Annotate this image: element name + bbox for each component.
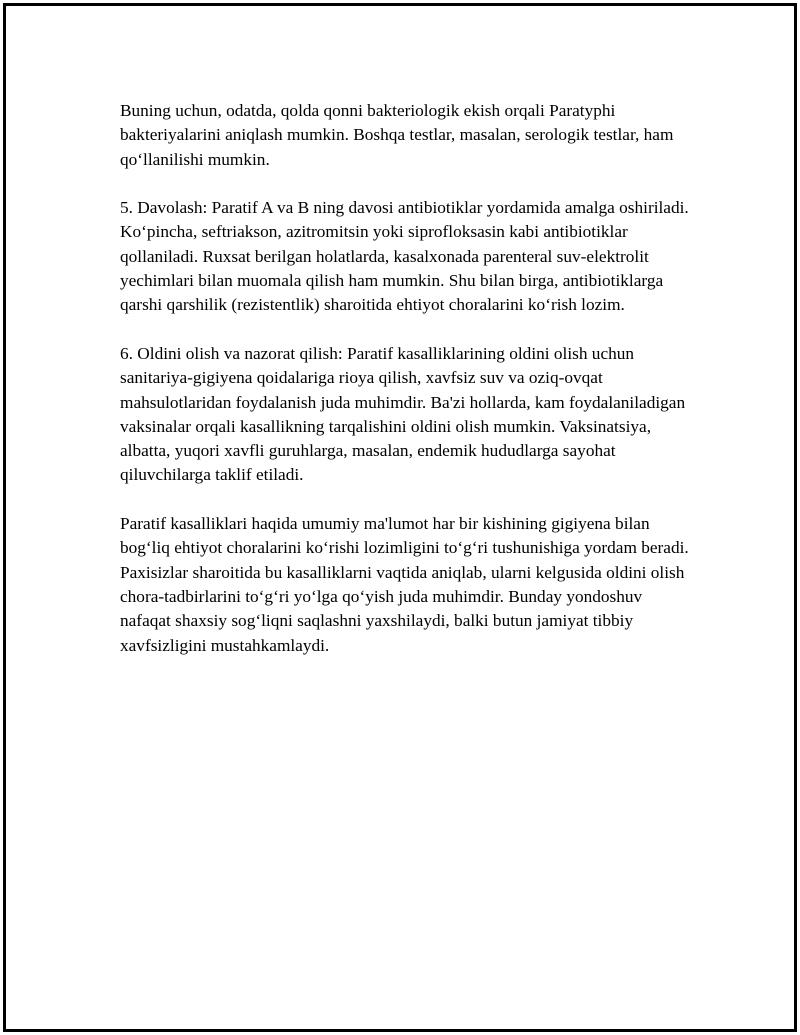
document-body — [120, 99, 690, 658]
paragraph-conclusion: Paratif kasalliklari haqida umumiy ma'lumot har bir kishining gigiyena bilan bog‘liq ehtiyot choralarini ko‘rishi lozimligini to‘g‘ri tushunishiga yordam beradi. Paxisizlar sharoitida bu kasalliklarni vaqtida aniqlab, ularni kelgusida oldini olish chora-tadbirlarini to‘g‘ri yo‘lga qo‘yish juda muhimdir. Bunday yondoshuv nafaqat shaxsiy sog‘liqni saqlashni yaxshilaydi, balki butun jamiyat tibbiy xavfsizligini mustahkamlaydi. — [120, 514, 689, 655]
paragraph-prevention: 6. Oldini olish va nazorat qilish: Paratif kasalliklarining oldini olish uchun sanitariya-gigiyena qoidalariga rioya qilish, xavfsiz suv va oziq-ovqat mahsulotlaridan foydalanish juda muhimdir. Ba'zi hollarda, kam foydalaniladigan vaksinalar orqali kasallikning tarqalishini oldini olish mumkin. Vaksinatsiya, albatta, yuqori xavfli guruhlarga, masalan, endemik hududlarga sayohat qiluvchilarga taklif etiladi. — [120, 343, 686, 485]
paragraph-treatment: 5. Davolash: Paratif A va B ning davosi antibiotiklar yordamida amalga oshiriladi. Ko‘pincha, seftriakson, azitromitsin yoki siprofloksasin kabi antibiotiklar qollaniladi. Ruxsat berilgan holatlarda, kasalxonada parenteral suv-elektrolit yechimlari bilan muomala qilish ham mumkin. Shu bilan birga, antibiotiklarga qarshi qarshilik (rezistentlik) sharoitida ehtiyot choralarini ko‘rish lozim. — [120, 198, 689, 315]
page-border — [3, 3, 797, 1032]
paragraph-diagnosis-continued: Buning uchun, odatda, qolda qonni bakteriologik ekish orqali Paratyphi bakteriyalarini aniqlash mumkin. Boshqa testlar, masalan, serologik testlar, ham qo‘llanilishi mumkin. — [120, 101, 674, 169]
